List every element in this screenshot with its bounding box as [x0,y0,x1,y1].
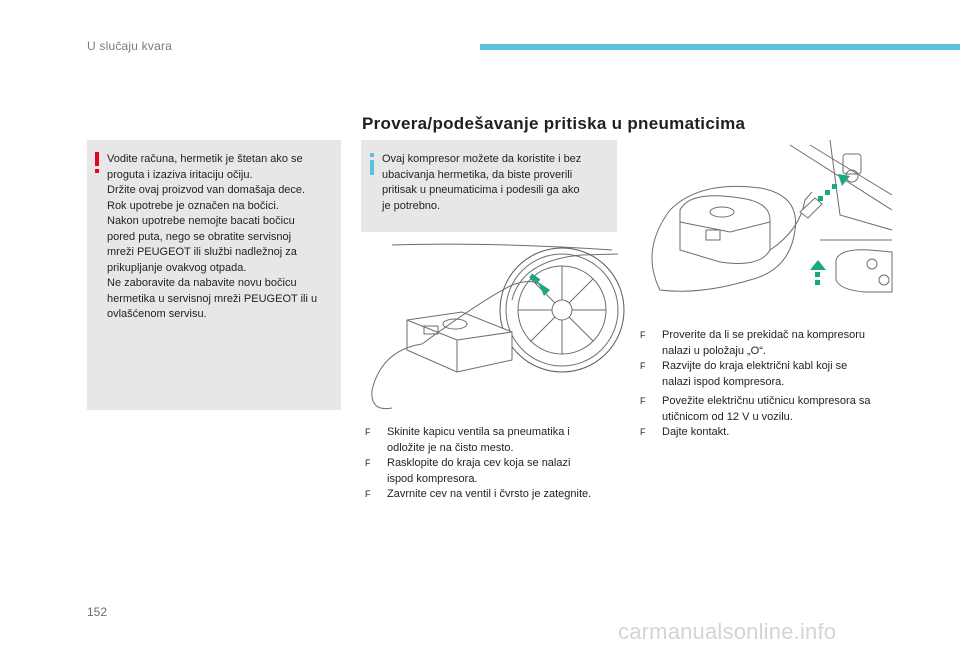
step-line: Rasklopite do kraja cev koja se nalazi [387,457,571,469]
steps-list-right-top [640,328,895,390]
header-accent-bar [480,44,960,50]
warning-line: mreži PEUGEOT ili službi nadležnoj za [107,246,297,258]
warning-line: pored puta, nego se obratite servisnoj [107,230,292,243]
step-line: Skinite kapicu ventila sa pneumatika i [387,426,570,438]
info-line: pritisak u pneumaticima i podesili ga ako [382,184,580,196]
bullet-marker: F [365,427,371,437]
step-line: Razvijte do kraja električni kabl koji se [662,360,848,372]
chapter-title: U slučaju kvara [87,39,173,53]
bullet-marker: F [365,489,371,499]
list-item [640,328,895,359]
watermark: carmanualsonline.info [618,619,837,644]
bullet-marker: F [640,396,646,406]
step-line: odložite je na čisto mesto. [387,441,514,454]
exclamation-warning-icon [92,152,102,174]
step-line: ispod kompresora. [387,472,478,485]
list-item [365,487,620,503]
warning-line: prikupljanje ovakvog otpada. [107,261,247,274]
info-text [382,152,607,214]
bullet-marker: F [640,427,646,437]
compressor-socket-illustration [640,140,892,310]
step-line: Zavrnite cev na ventil i čvrsto je zategnite. [387,488,592,500]
step-line: Proverite da li se prekidač na kompresoru [662,329,865,341]
info-line: Ovaj kompresor možete da koristite i bez [382,153,582,165]
bullet-marker: F [640,330,646,340]
steps-list-right-bottom [640,394,895,441]
warning-line: Rok upotrebe je označen na bočici. [107,199,279,212]
page-number: 152 [87,605,108,619]
step-line: Povežite električnu utičnicu kompresora sa [662,395,871,407]
bullet-marker: F [365,458,371,468]
step-line: nalazi u položaju „O“. [662,344,766,357]
warning-text [107,152,339,323]
list-item [365,456,620,487]
list-item [365,425,620,456]
warning-line: hermetika u servisnoj mreži PEUGEOT ili u [107,292,318,305]
step-line: utičnicom od 12 V u vozilu. [662,410,793,423]
list-item [640,425,895,441]
info-i-icon [367,153,377,175]
info-line: ubacivanja hermetika, da biste proverili [382,168,573,181]
list-item [640,359,895,390]
compressor-tyre-illustration [362,240,618,415]
step-line: Dajte kontakt. [662,426,730,438]
warning-line: Ne zaboravite da nabavite novu bočicu [107,277,297,289]
warning-line: ovlašćenom servisu. [107,308,207,320]
warning-line: Vodite računa, hermetik je štetan ako se [107,153,303,165]
info-line: je potrebno. [382,199,441,212]
warning-line: Nakon upotrebe nemojte bacati bočicu [107,215,295,227]
page-title: Provera/podešavanje pritiska u pneumaticima [362,114,746,133]
step-line: nalazi ispod kompresora. [662,375,785,388]
list-item [640,394,895,425]
warning-line: proguta i izaziva iritaciju očiju. [107,168,253,181]
warning-line: Držite ovaj proizvod van domašaja dece. [107,184,306,196]
bullet-marker: F [640,361,646,371]
steps-list-left [365,425,620,503]
